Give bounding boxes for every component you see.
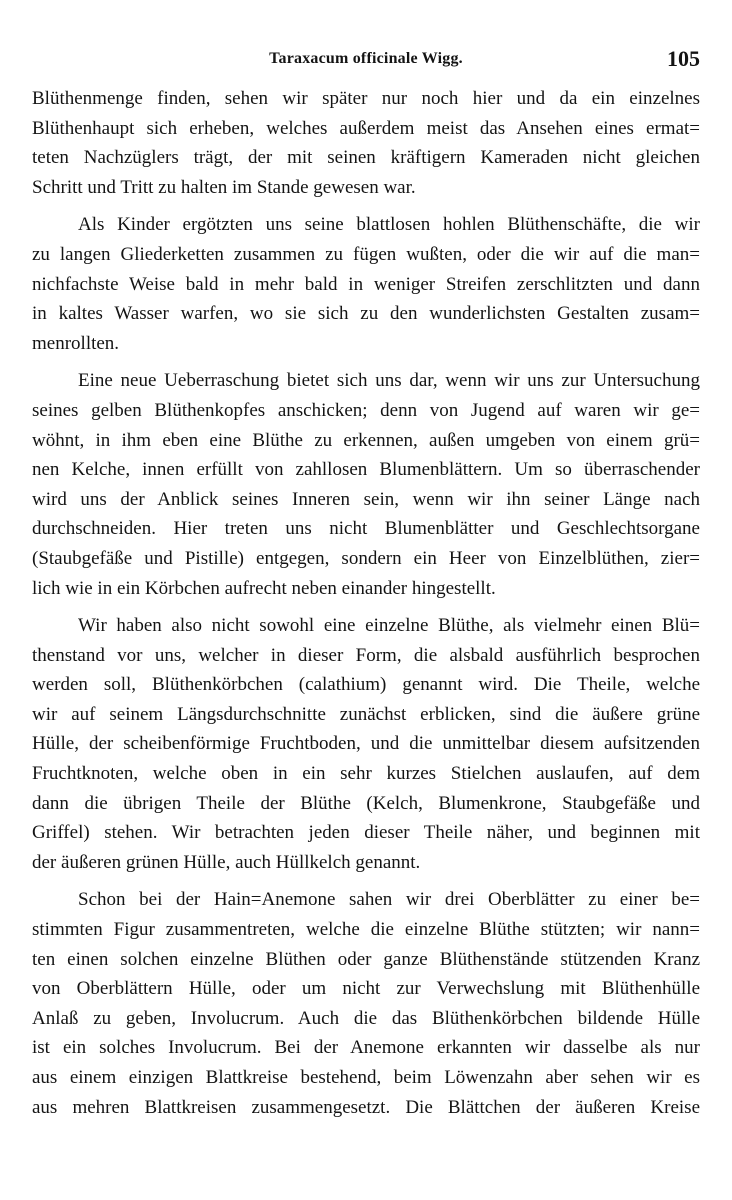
text-line: wird uns der Anblick seines Inneren sein, wenn wir ihn seiner Länge nach (32, 488, 700, 510)
paragraph (32, 210, 700, 358)
text-line: Blüthenhaupt sich erheben, welches außerdem meist das Ansehen eines ermat= (32, 117, 700, 139)
text-line: wöhnt, in ihm eben eine Blüthe zu erkennen, außen umgeben von einem grü= (32, 429, 700, 451)
text-line: stimmten Figur zusammentreten, welche die einzelne Blüthe stützten; wir nann= (32, 919, 700, 941)
text-line: zu langen Gliederketten zusammen zu fügen wußten, oder die wir auf die man= (32, 243, 700, 265)
running-title: Taraxacum officinale Wigg. (269, 50, 463, 67)
text-line: Schritt und Tritt zu halten im Stande gewesen war. (32, 176, 416, 198)
text-line: Blüthenmenge finden, sehen wir später nur noch hier und da ein einzelnes (32, 88, 700, 109)
text-line: aus einem einzigen Blattkreise bestehend, beim Löwenzahn aber sehen wir es (32, 1067, 700, 1088)
text-line: Schon bei der Hain=Anemone sahen wir drei Oberblätter zu einer be= (78, 889, 700, 911)
text-line: Als Kinder ergötzten uns seine blattlosen hohlen Blüthenschäfte, die wir (78, 214, 700, 236)
text-line: dann die übrigen Theile der Blüthe (Kelch, Blumenkrone, Staubgefäße und (32, 792, 700, 814)
text-line: seines gelben Blüthenkopfes anschicken; denn von Jugend auf waren wir ge= (32, 399, 700, 421)
text-line: (Staubgefäße und Pistille) entgegen, sondern ein Heer von Einzelblüthen, zier= (32, 547, 700, 569)
text-line: menrollten. (32, 332, 120, 354)
text-line: ist ein solches Involucrum. Bei der Anemone erkannten wir dasselbe als nur (32, 1037, 700, 1059)
paragraph (32, 611, 700, 877)
text-line: teten Nachzüglers trägt, der mit seinen kräftigern Kameraden nicht gleichen (32, 147, 700, 169)
text-line: der äußeren grünen Hülle, auch Hüllkelch genannt. (32, 851, 421, 873)
page-number: 105 (667, 46, 700, 71)
running-head (32, 46, 700, 76)
text-line: ten einen solchen einzelne Blüthen oder ganze Blüthenstände stützenden Kranz (32, 948, 700, 970)
text-line: thenstand vor uns, welcher in dieser Form, die alsbald ausführlich besprochen (32, 644, 700, 666)
text-line: Fruchtknoten, welche oben in ein sehr kurzes Stielchen auslaufen, auf dem (32, 763, 700, 785)
text-line: Hülle, der scheibenförmige Fruchtboden, und die unmittelbar diesem aufsitzenden (32, 733, 700, 755)
text-line: in kaltes Wasser warfen, wo sie sich zu den wunderlichsten Gestalten zusam= (32, 303, 700, 325)
text-line: Anlaß zu geben, Involucrum. Auch die das Blüthenkörbchen bildende Hülle (32, 1007, 700, 1029)
text-line: Eine neue Ueberraschung bietet sich uns dar, wenn wir uns zur Untersuchung (78, 370, 700, 392)
body-text (32, 84, 700, 1130)
text-line: durchschneiden. Hier treten uns nicht Blumenblätter und Geschlechtsorgane (32, 518, 700, 540)
text-line: von Oberblättern Hülle, oder um nicht zur Verwechslung mit Blüthenhülle (32, 978, 700, 1000)
paragraph (32, 84, 700, 202)
paragraph (32, 366, 700, 603)
text-line: wir auf seinem Längsdurchschnitte zunächst erblicken, sind die äußere grüne (32, 703, 700, 725)
text-line: lich wie in ein Körbchen aufrecht neben einander hingestellt. (32, 577, 496, 599)
text-line: Wir haben also nicht sowohl eine einzelne Blüthe, als vielmehr einen Blü= (78, 615, 700, 637)
text-line: nen Kelche, innen erfüllt von zahllosen Blumenblättern. Um so überraschender (32, 459, 700, 481)
text-line: aus mehren Blattkreisen zusammengesetzt. Die Blättchen der äußeren Kreise (32, 1096, 700, 1118)
text-line: werden soll, Blüthenkörbchen (calathium) genannt wird. Die Theile, welche (32, 674, 700, 696)
paragraph (32, 885, 700, 1122)
text-line: Griffel) stehen. Wir betrachten jeden dieser Theile näher, und beginnen mit (32, 822, 700, 844)
text-line: nichfachste Weise bald in mehr bald in weniger Streifen zerschlitzten und dann (32, 273, 700, 295)
